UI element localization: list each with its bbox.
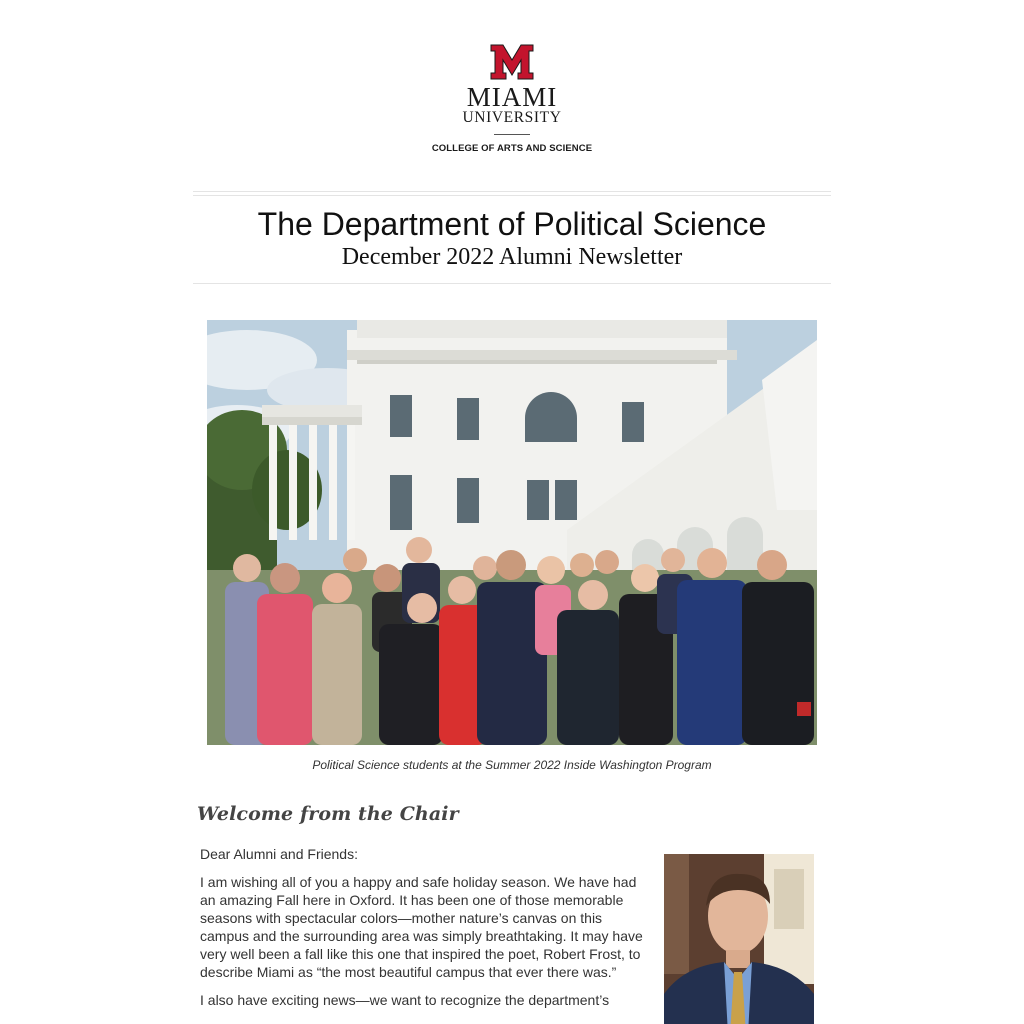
hero-photo-illustration <box>207 320 817 745</box>
hero-photo-caption: Political Science students at the Summer 2022 Inside Washington Program <box>312 758 712 772</box>
newsletter-subtitle: December 2022 Alumni Newsletter <box>341 244 683 270</box>
chair-portrait-illustration <box>664 854 814 1024</box>
header-top-rule-inner <box>193 195 831 196</box>
welcome-body <box>200 845 652 1019</box>
header-bottom-rule <box>193 283 831 284</box>
miami-m-logo-icon <box>490 44 534 80</box>
logo-wordmark-miami: MIAMI <box>466 82 558 112</box>
header-top-rule <box>193 191 831 192</box>
welcome-salutation: Dear Alumni and Friends: <box>200 846 358 862</box>
welcome-heading: Welcome from the Chair <box>197 803 459 825</box>
page-title: The Department of Political Science <box>257 206 767 242</box>
miami-university-logo[interactable] <box>412 44 612 154</box>
chair-portrait-photo[interactable] <box>664 854 814 1024</box>
welcome-paragraph: I am wishing all of you a happy and safe holiday season. We have had an amazing Fall here in Oxford. It has been one of those memorable seasons with spectacular colors—mother nature’s canvas on this campus and the surrounding area was simply breathtaking. It may have very well been a fall like this one that inspired the poet, Robert Frost, to describe Miami as “the most beautiful campus that ever there was.” <box>200 874 643 980</box>
hero-photo[interactable] <box>207 320 817 745</box>
logo-college-name: COLLEGE OF ARTS AND SCIENCE <box>431 143 593 154</box>
logo-divider <box>494 134 530 135</box>
welcome-paragraph: I also have exciting news—we want to recognize the department’s <box>200 992 610 1008</box>
logo-wordmark-university: UNIVERSITY <box>462 109 562 126</box>
